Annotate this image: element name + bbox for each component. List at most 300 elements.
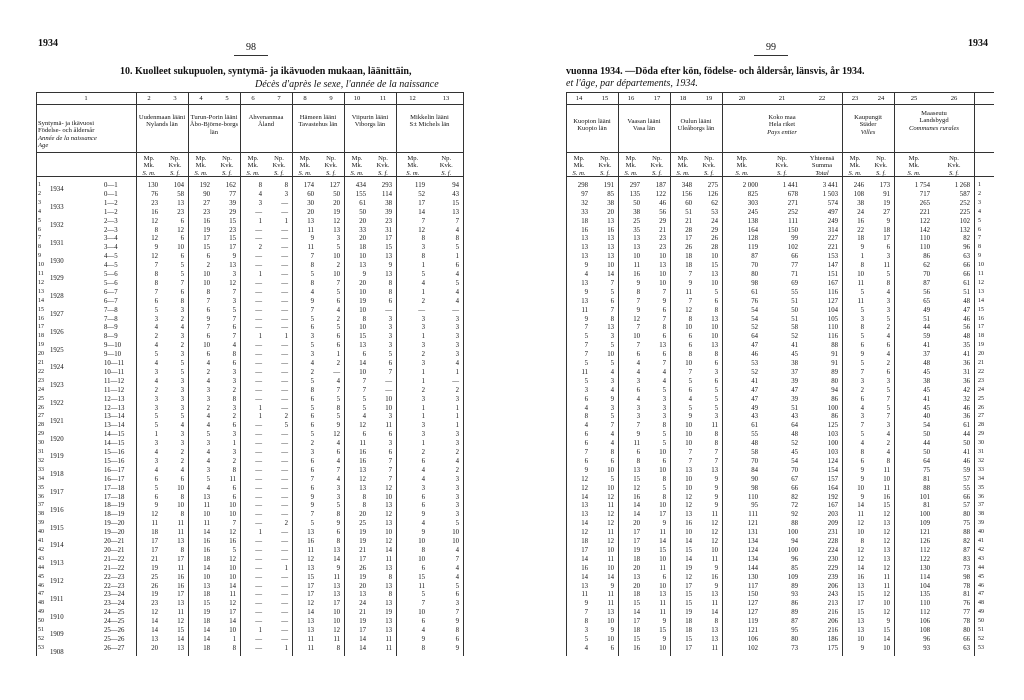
data-cell: 8 bbox=[284, 182, 288, 189]
row-number: 51 bbox=[38, 627, 44, 633]
data-cell: 5 bbox=[180, 271, 184, 278]
row-number: 6 bbox=[38, 226, 41, 233]
sex-label: Kvk. bbox=[598, 162, 612, 170]
data-cell: 5 bbox=[336, 288, 340, 296]
data-cell: 13 bbox=[633, 235, 640, 243]
data-cell: 3 bbox=[455, 600, 459, 608]
sex-label: S. m. bbox=[142, 169, 156, 177]
stub-header-fr: Année de la naissance Age bbox=[38, 134, 97, 150]
data-cell: 100 bbox=[827, 404, 838, 412]
data-cell: 13 bbox=[385, 520, 392, 528]
data-cell: 12 bbox=[607, 520, 614, 528]
data-cell: 11 bbox=[333, 573, 340, 581]
data-cell: 127 bbox=[329, 182, 340, 189]
data-cell: 17 bbox=[857, 600, 864, 608]
sex-label: S. m. bbox=[676, 169, 690, 177]
data-cell: 10 bbox=[607, 546, 614, 554]
data-cell: 6 bbox=[206, 253, 210, 261]
data-cell: 15 bbox=[883, 502, 890, 510]
data-cell: 58 bbox=[177, 190, 184, 198]
row-number: 47 bbox=[978, 591, 984, 598]
data-cell: 43 bbox=[452, 190, 459, 198]
data-cell: 17 bbox=[307, 591, 314, 599]
data-cell: 9 bbox=[310, 297, 314, 305]
data-cell: 10 bbox=[685, 440, 692, 448]
data-cell: 3 bbox=[421, 431, 425, 439]
data-cell: 7 bbox=[232, 333, 236, 341]
data-cell: 5 bbox=[455, 244, 459, 252]
data-cell: 2 bbox=[455, 386, 459, 394]
data-cell: 66 bbox=[963, 493, 970, 501]
data-cell: 17 bbox=[659, 511, 666, 519]
data-cell: — bbox=[255, 351, 262, 359]
sex-header bbox=[722, 155, 762, 177]
data-cell: 13 bbox=[581, 502, 588, 510]
data-cell: 23 bbox=[151, 600, 158, 608]
data-cell: 5 bbox=[886, 386, 890, 394]
data-cell: 1 bbox=[258, 529, 262, 537]
sex-label: Kvk. bbox=[874, 162, 888, 170]
sex-label: Np. bbox=[222, 155, 232, 162]
data-cell: 13 bbox=[883, 555, 890, 563]
row-number: 34 bbox=[978, 475, 984, 482]
sex-label: Kvk. bbox=[439, 162, 453, 170]
data-cell: 13 bbox=[633, 466, 640, 474]
data-cell: 10 bbox=[659, 279, 666, 287]
data-cell: 8 bbox=[714, 618, 718, 626]
sex-label: Summa bbox=[811, 162, 833, 170]
data-cell: 3 bbox=[584, 627, 588, 634]
data-cell: 13 bbox=[857, 627, 864, 634]
data-cell: 11 bbox=[711, 555, 718, 563]
birth-year: 1913 bbox=[50, 560, 64, 568]
data-cell: 3 bbox=[388, 333, 392, 341]
data-cell: 5 bbox=[584, 377, 588, 385]
data-cell: 81 bbox=[923, 475, 930, 483]
data-cell: 4 bbox=[886, 333, 890, 341]
data-cell: 77 bbox=[229, 190, 236, 198]
data-cell: 1 bbox=[258, 217, 262, 225]
data-cell: 9 bbox=[336, 564, 340, 572]
data-cell: 3 bbox=[584, 386, 588, 394]
data-cell: 587 bbox=[959, 190, 970, 198]
data-cell: 6 bbox=[388, 449, 392, 456]
data-cell: 3 bbox=[714, 413, 718, 421]
data-cell: 11 bbox=[711, 644, 718, 652]
data-cell: 6 bbox=[455, 591, 459, 599]
age-label: 0—1 bbox=[104, 182, 118, 189]
data-cell: 15 bbox=[203, 244, 210, 252]
data-cell: 32 bbox=[581, 199, 588, 207]
data-cell: 2 bbox=[284, 413, 288, 421]
age-label: 16—17 bbox=[104, 475, 125, 483]
data-cell: 4 bbox=[886, 351, 890, 359]
data-cell: 111 bbox=[748, 511, 758, 519]
data-cell: 12 bbox=[883, 511, 890, 519]
data-cell: 1 bbox=[232, 440, 236, 448]
data-cell: 153 bbox=[827, 253, 838, 261]
sex-label: S. m. bbox=[572, 169, 586, 177]
province-ahvenanmaa bbox=[240, 114, 292, 129]
data-cell: 14 bbox=[581, 555, 588, 563]
data-cell: 4 bbox=[154, 466, 158, 474]
data-cell: — bbox=[281, 279, 288, 287]
row-number: 37 bbox=[38, 502, 44, 509]
data-cell: 4 bbox=[362, 413, 366, 421]
data-cell: 15 bbox=[385, 244, 392, 252]
data-cell: — bbox=[281, 244, 288, 252]
data-cell: 46 bbox=[963, 315, 970, 323]
row-number: 48 bbox=[978, 600, 984, 607]
row-number: 32 bbox=[978, 457, 984, 464]
data-cell: 15 bbox=[685, 635, 692, 643]
row-number: 53 bbox=[978, 644, 984, 651]
data-cell: 112 bbox=[920, 546, 930, 554]
sex-label: Mp. bbox=[625, 155, 637, 162]
data-cell: 5 bbox=[584, 635, 588, 643]
data-cell: 11 bbox=[711, 511, 718, 519]
data-cell: 8 bbox=[886, 279, 890, 287]
birth-year: 1921 bbox=[50, 417, 64, 425]
data-cell: 2 bbox=[336, 262, 340, 270]
data-cell: 10 bbox=[685, 484, 692, 492]
age-label: 25—26 bbox=[104, 627, 125, 634]
data-cell: 63 bbox=[963, 253, 970, 261]
data-cell: 13 bbox=[307, 618, 314, 626]
data-cell: 9 bbox=[636, 279, 640, 287]
data-cell: 14 bbox=[229, 582, 236, 590]
data-cell: 14 bbox=[203, 529, 210, 537]
data-cell: 3 bbox=[310, 449, 314, 456]
data-cell: 18 bbox=[633, 627, 640, 634]
data-cell: 42 bbox=[963, 386, 970, 394]
data-cell: 678 bbox=[787, 190, 798, 198]
data-cell: 5 bbox=[610, 475, 614, 483]
age-label: 15—16 bbox=[104, 449, 125, 456]
data-cell: 13 bbox=[607, 235, 614, 243]
sex-header bbox=[566, 155, 592, 177]
age-label: 24—25 bbox=[104, 618, 125, 626]
col-number: 16 bbox=[627, 95, 635, 102]
data-cell: — bbox=[255, 538, 262, 545]
age-label: 7—8 bbox=[104, 315, 118, 323]
province-fi: Ahvenanmaa bbox=[248, 114, 284, 121]
data-cell: 21 bbox=[151, 555, 158, 563]
data-cell: 39 bbox=[791, 395, 798, 403]
birth-year: 1918 bbox=[50, 471, 64, 479]
data-cell: 6 bbox=[232, 422, 236, 430]
data-cell: 8 bbox=[688, 315, 692, 323]
data-cell: 3 bbox=[232, 368, 236, 376]
data-cell: 4 bbox=[455, 546, 459, 554]
data-cell: 3 bbox=[455, 342, 459, 350]
data-cell: 7 bbox=[154, 288, 158, 296]
data-cell: 11 bbox=[857, 297, 864, 305]
data-cell: 44 bbox=[963, 431, 970, 439]
data-cell: 14 bbox=[685, 538, 692, 545]
data-cell: 265 bbox=[919, 199, 930, 207]
data-cell: 39 bbox=[791, 377, 798, 385]
data-cell: 13 bbox=[685, 511, 692, 519]
birth-year: 1915 bbox=[50, 524, 64, 532]
data-cell: 5 bbox=[455, 279, 459, 287]
data-cell: — bbox=[385, 377, 392, 385]
data-cell: 91 bbox=[831, 360, 838, 367]
age-label: 5—6 bbox=[104, 271, 118, 278]
data-cell: 122 bbox=[655, 190, 666, 198]
data-cell: 9 bbox=[206, 315, 210, 323]
data-cell: 6 bbox=[232, 493, 236, 501]
age-label: 18—19 bbox=[104, 511, 125, 519]
data-cell: 10 bbox=[177, 244, 184, 252]
data-cell: 11 bbox=[385, 635, 392, 643]
data-cell: 80 bbox=[963, 627, 970, 634]
data-cell: 43 bbox=[791, 413, 798, 421]
data-cell: 134 bbox=[747, 555, 758, 563]
data-cell: — bbox=[255, 644, 262, 652]
data-cell: 13 bbox=[685, 466, 692, 474]
data-cell: 11 bbox=[307, 644, 314, 652]
data-cell: — bbox=[281, 529, 288, 537]
data-cell: 13 bbox=[177, 199, 184, 207]
data-cell: 6 bbox=[662, 351, 666, 359]
sex-label: S. f. bbox=[948, 169, 960, 177]
data-cell: 18 bbox=[581, 538, 588, 545]
data-cell: 2 bbox=[421, 297, 425, 305]
sex-header-male bbox=[136, 155, 162, 177]
row-number: 28 bbox=[978, 422, 984, 429]
data-cell: 3 bbox=[455, 440, 459, 448]
data-cell: — bbox=[255, 368, 262, 376]
row-number: 25 bbox=[978, 395, 984, 402]
col-number-1: 1 bbox=[84, 95, 88, 102]
data-cell: 4 bbox=[310, 360, 314, 367]
data-cell: 82 bbox=[963, 538, 970, 545]
data-cell: 7 bbox=[455, 609, 459, 617]
data-cell: 11 bbox=[581, 591, 588, 599]
province-sv: Tavastehus län bbox=[298, 121, 338, 129]
data-cell: 17 bbox=[333, 600, 340, 608]
data-cell: 12 bbox=[857, 546, 864, 554]
birth-year: 1934 bbox=[50, 186, 64, 194]
data-cell: 110 bbox=[920, 244, 930, 252]
data-cell: 1 bbox=[258, 404, 262, 412]
data-cell: 11 bbox=[307, 546, 314, 554]
data-cell: 20 bbox=[151, 644, 158, 652]
sex-label: Np. bbox=[777, 155, 787, 162]
data-cell: 126 bbox=[707, 190, 718, 198]
data-cell: 17 bbox=[177, 555, 184, 563]
row-number: 37 bbox=[978, 502, 984, 509]
data-cell: 298 bbox=[577, 182, 588, 189]
data-cell: 348 bbox=[681, 182, 692, 189]
group-sv: Landsbygd bbox=[919, 117, 949, 125]
data-cell: 13 bbox=[385, 564, 392, 572]
data-cell: 17 bbox=[359, 555, 366, 563]
data-cell: 11 bbox=[307, 226, 314, 234]
col-number: 23 bbox=[851, 95, 859, 102]
stub-header-sv: Födelse- och åldersår bbox=[38, 127, 95, 135]
data-cell: 14 bbox=[203, 635, 210, 643]
data-cell: 6 bbox=[336, 449, 340, 456]
data-cell: 6 bbox=[336, 333, 340, 341]
data-cell: 3 bbox=[388, 324, 392, 332]
birth-year: 1919 bbox=[50, 453, 64, 461]
row-number: 34 bbox=[38, 475, 44, 482]
data-cell: 50 bbox=[791, 306, 798, 314]
data-cell: — bbox=[255, 493, 262, 501]
data-cell: 12 bbox=[581, 475, 588, 483]
data-cell: 5 bbox=[310, 404, 314, 412]
data-cell: 8 bbox=[388, 288, 392, 296]
data-cell: 28 bbox=[711, 244, 718, 252]
data-cell: 44 bbox=[923, 440, 930, 448]
data-cell: 144 bbox=[747, 564, 758, 572]
data-cell: 13 bbox=[883, 546, 890, 554]
data-cell: — bbox=[281, 253, 288, 261]
data-cell: — bbox=[452, 377, 459, 385]
data-cell: 5 bbox=[362, 404, 366, 412]
data-cell: 8 bbox=[714, 306, 718, 314]
data-cell: 6 bbox=[455, 635, 459, 643]
data-cell: 10 bbox=[711, 333, 718, 341]
data-cell: 6 bbox=[584, 395, 588, 403]
data-cell: 9 bbox=[662, 520, 666, 528]
data-cell: 54 bbox=[751, 306, 758, 314]
data-cell: 13 bbox=[581, 279, 588, 287]
row-number: 19 bbox=[38, 342, 44, 349]
data-cell: 175 bbox=[827, 644, 838, 652]
data-cell: — bbox=[281, 582, 288, 590]
data-cell: 19 bbox=[359, 529, 366, 537]
data-cell: 93 bbox=[791, 591, 798, 599]
province-sv: Viborgs län bbox=[354, 121, 386, 129]
sex-header bbox=[592, 155, 618, 177]
data-cell: 3 bbox=[421, 324, 425, 332]
data-cell: 5 bbox=[154, 484, 158, 492]
data-cell: 17 bbox=[685, 582, 692, 590]
data-cell: 3 bbox=[886, 306, 890, 314]
data-cell: 80 bbox=[791, 635, 798, 643]
data-cell: 3 bbox=[180, 351, 184, 359]
data-cell: 4 bbox=[206, 484, 210, 492]
data-cell: 7 bbox=[688, 449, 692, 456]
data-cell: 108 bbox=[919, 627, 930, 634]
data-cell: 2 bbox=[232, 386, 236, 394]
sex-label: Mp. bbox=[143, 155, 155, 162]
data-cell: 8 bbox=[455, 627, 459, 634]
data-cell: 124 bbox=[747, 546, 758, 554]
data-cell: 11 bbox=[385, 422, 392, 430]
data-cell: 90 bbox=[203, 190, 210, 198]
data-cell: 25 bbox=[359, 520, 366, 528]
row-number: 8 bbox=[978, 244, 981, 251]
data-cell: 5 bbox=[610, 360, 614, 367]
data-cell: 6 bbox=[610, 297, 614, 305]
sex-label: Kvk. bbox=[272, 162, 286, 170]
data-cell: 15 bbox=[633, 600, 640, 608]
data-cell: 3 bbox=[455, 315, 459, 323]
data-cell: 4 bbox=[688, 395, 692, 403]
data-cell: 111 bbox=[788, 217, 798, 225]
data-cell: 4 bbox=[154, 342, 158, 350]
group-sv: Hela riket bbox=[768, 121, 796, 129]
data-cell: 10 bbox=[385, 404, 392, 412]
data-cell: 9 bbox=[636, 431, 640, 439]
data-cell: — bbox=[452, 306, 459, 314]
data-cell: 80 bbox=[963, 511, 970, 519]
province-sv: Åbo-Björne-borgs län bbox=[189, 121, 239, 136]
data-cell: 231 bbox=[827, 529, 838, 537]
data-cell: — bbox=[281, 591, 288, 599]
data-cell: 5 bbox=[336, 502, 340, 510]
data-cell: — bbox=[281, 386, 288, 394]
row-number: 36 bbox=[978, 493, 984, 500]
data-cell: 6 bbox=[336, 297, 340, 305]
data-cell: 11 bbox=[607, 529, 614, 537]
data-cell: 15 bbox=[177, 627, 184, 634]
row-number: 6 bbox=[978, 226, 981, 233]
data-cell: 10 bbox=[229, 573, 236, 581]
data-cell: 12 bbox=[607, 538, 614, 545]
group-fi: Koko maa bbox=[768, 114, 796, 121]
data-cell: 45 bbox=[923, 386, 930, 394]
data-cell: 7 bbox=[232, 520, 236, 528]
data-cell: 3 bbox=[636, 404, 640, 412]
data-cell: 4 bbox=[455, 271, 459, 278]
data-cell: 10 bbox=[711, 279, 718, 287]
row-number: 2 bbox=[38, 190, 41, 197]
data-cell: 10 bbox=[607, 484, 614, 492]
data-cell: 10 bbox=[452, 529, 459, 537]
data-cell: 717 bbox=[919, 190, 930, 198]
data-cell: 114 bbox=[382, 190, 392, 198]
row-number: 52 bbox=[978, 635, 984, 642]
data-cell: 5 bbox=[688, 404, 692, 412]
data-cell: 142 bbox=[919, 226, 930, 234]
data-cell: 10 bbox=[607, 618, 614, 626]
data-cell: 6 bbox=[714, 297, 718, 305]
age-label: 18—19 bbox=[104, 502, 125, 510]
data-cell: 243 bbox=[827, 591, 838, 599]
data-cell: 3 bbox=[336, 493, 340, 501]
data-cell: 12 bbox=[857, 520, 864, 528]
data-cell: 9 bbox=[860, 644, 864, 652]
birth-year: 1911 bbox=[50, 595, 64, 603]
data-cell: 3 bbox=[154, 368, 158, 376]
age-label: 6—7 bbox=[104, 297, 118, 305]
data-cell: 13 bbox=[177, 538, 184, 545]
data-cell: 29 bbox=[229, 208, 236, 216]
page-number: 98 bbox=[246, 42, 256, 53]
birth-year: 1908 bbox=[50, 649, 64, 657]
sex-label: Mp. bbox=[573, 155, 585, 162]
data-cell: 4 bbox=[584, 404, 588, 412]
age-label: 6—7 bbox=[104, 288, 118, 296]
data-cell: 57 bbox=[963, 475, 970, 483]
row-number: 17 bbox=[978, 324, 984, 331]
data-cell: — bbox=[255, 235, 262, 243]
data-cell: 5 bbox=[455, 582, 459, 590]
data-cell: 37 bbox=[923, 351, 930, 359]
data-cell: 4 bbox=[662, 377, 666, 385]
row-number: 28 bbox=[38, 422, 44, 429]
data-cell: 25 bbox=[633, 217, 640, 225]
data-cell: 7 bbox=[310, 475, 314, 483]
data-cell: 8 bbox=[714, 440, 718, 448]
data-cell: 11 bbox=[385, 644, 392, 652]
data-cell: 8 bbox=[180, 511, 184, 519]
